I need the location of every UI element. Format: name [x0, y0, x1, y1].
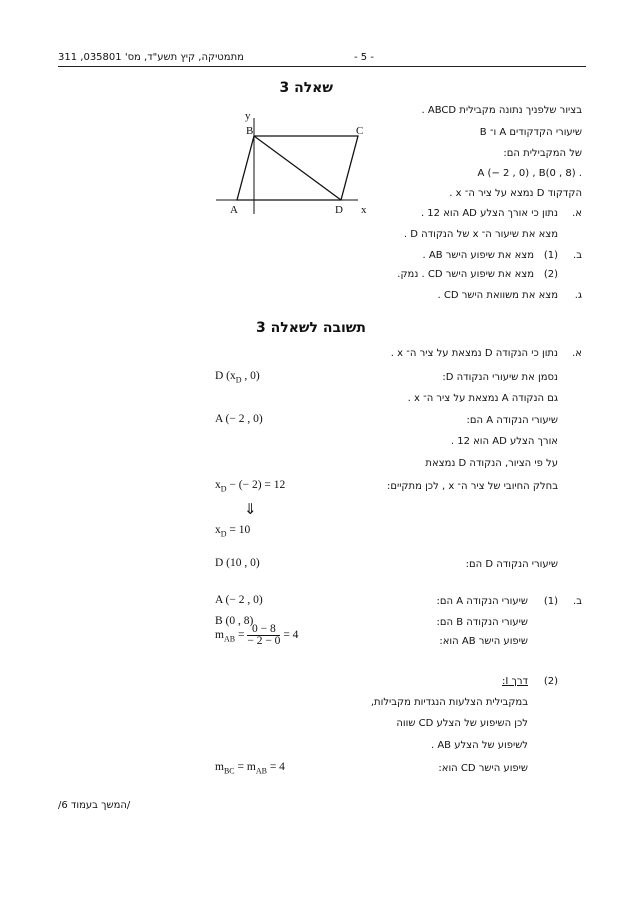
part-b2-text: מצא את שיפוע הישר CD . נמק.	[397, 269, 534, 280]
answer-b1-marker: (1)	[543, 596, 558, 607]
label-x: x	[361, 204, 367, 216]
equation-d-coords: D ($x_D$ , 0)	[215, 370, 260, 385]
slope-fraction: $\frac{0 - 8}{- 2 - 0}$	[247, 623, 281, 647]
answer-a-line-4: שיעורי הנקודה A הם:	[466, 415, 558, 426]
label-c: C	[356, 125, 364, 137]
label-y: y	[245, 110, 251, 122]
part-b1-marker: (1)	[543, 250, 558, 261]
intro-line-4: A (− 2 , 0) , B(0 , 8) .	[477, 168, 582, 179]
part-b-marker: ב.	[573, 250, 582, 261]
answer-b2-method-label: דרך I:	[502, 676, 528, 687]
page-number: - 5 -	[354, 52, 374, 63]
answer-a-line-6: על פי הציור, הנקודה D נמצאת	[425, 458, 558, 469]
part-c-marker: ג.	[574, 290, 582, 301]
answer-a-line-7: בחלק החיובי של ציר ה־ x , לכן מתקיים:	[386, 481, 558, 492]
equation-xd-distance: $x_D$ − (− 2) = 12	[215, 479, 286, 494]
part-a-line-2: מצא את שיעור ה־ x של הנקודה D .	[403, 229, 558, 240]
answer-a-line-9: שיעורי הנקודה D הם:	[465, 559, 558, 570]
part-b1-text: מצא את שיפוע הישר AB .	[422, 250, 534, 261]
equation-slope-cd: $m_{BC} = m_{AB} = 4$	[215, 761, 285, 776]
intro-line-3: של המקבילית הם:	[503, 148, 582, 159]
answer-a-line-1: נתון כי הנקודה D נמצאת על ציר ה־ x .	[390, 348, 558, 359]
label-a: A	[230, 204, 238, 216]
equation-b-point: B (0 , 8)	[215, 615, 254, 627]
implies-arrow: ⇓	[244, 502, 257, 518]
label-b: B	[246, 125, 254, 137]
answer-b2-line-4: שיפוע הישר CD הוא:	[438, 763, 528, 774]
diagonal-bd	[254, 136, 341, 200]
equation-a-point: A (− 2 , 0)	[215, 594, 263, 606]
answer-b2-line-2: לכן השיפוע של הצלע CD שווה	[396, 718, 528, 729]
answer-a-line-3: גם הנקודה A נמצאת על ציר ה־ x .	[407, 393, 558, 404]
continue-note: /המשך בעמוד 6/	[58, 800, 131, 811]
answer-b1-line-2: שיעורי הנקודה B הם:	[436, 617, 528, 628]
label-d: D	[335, 204, 343, 216]
equation-slope-ab: $m_{AB}$ = $\frac{0 - 8}{- 2 - 0}$ = 4	[215, 623, 299, 647]
intro-line-5: הקדקוד D נמצא על ציר ה־ x .	[449, 188, 582, 199]
answer-b2-marker: (2)	[543, 676, 558, 687]
answer-a-marker: א.	[572, 348, 582, 359]
equation-xd-value: $x_D = 10$	[215, 524, 251, 539]
answer-title: תשובה לשאלה 3	[255, 320, 366, 336]
equation-d-result: D (10 , 0)	[215, 557, 260, 569]
header-rule	[58, 66, 586, 67]
answer-b2-line-1: במקבילית הצלעות הנגדיות מקבילות,	[370, 697, 528, 708]
intro-line-1: בציור שלפניך נתונה מקבילית ABCD .	[421, 105, 582, 116]
exam-header: מתמטיקה, קיץ תשע"ד, מס' 035801, 311	[58, 52, 244, 63]
part-c-text: מצא את משוואת הישר CD .	[437, 290, 558, 301]
question-title: שאלה 3	[279, 80, 333, 96]
parallelogram-figure	[210, 104, 380, 216]
part-a-line-1: נתון כי אורך הצלע AD הוא 12 .	[420, 208, 558, 219]
equation-a-coords: A (− 2 , 0)	[215, 413, 263, 425]
answer-b1-line-1: שיעורי הנקודה A הם:	[436, 596, 528, 607]
answer-a-line-5: אורך הצלע AD הוא 12 .	[450, 436, 558, 447]
part-b2-marker: (2)	[543, 269, 558, 280]
part-a-marker: א.	[572, 208, 582, 219]
answer-b1-line-3: שיפוע הישר AB הוא:	[439, 636, 528, 647]
answer-b2-line-3: לשיפוע של הצלע AB .	[430, 740, 528, 751]
answer-b-marker: ב.	[573, 596, 582, 607]
answer-a-line-2: נסמן את שיעורי הנקודה D:	[442, 372, 558, 383]
intro-line-2: שיעורי הקדקודים A ו־ B	[479, 127, 582, 138]
